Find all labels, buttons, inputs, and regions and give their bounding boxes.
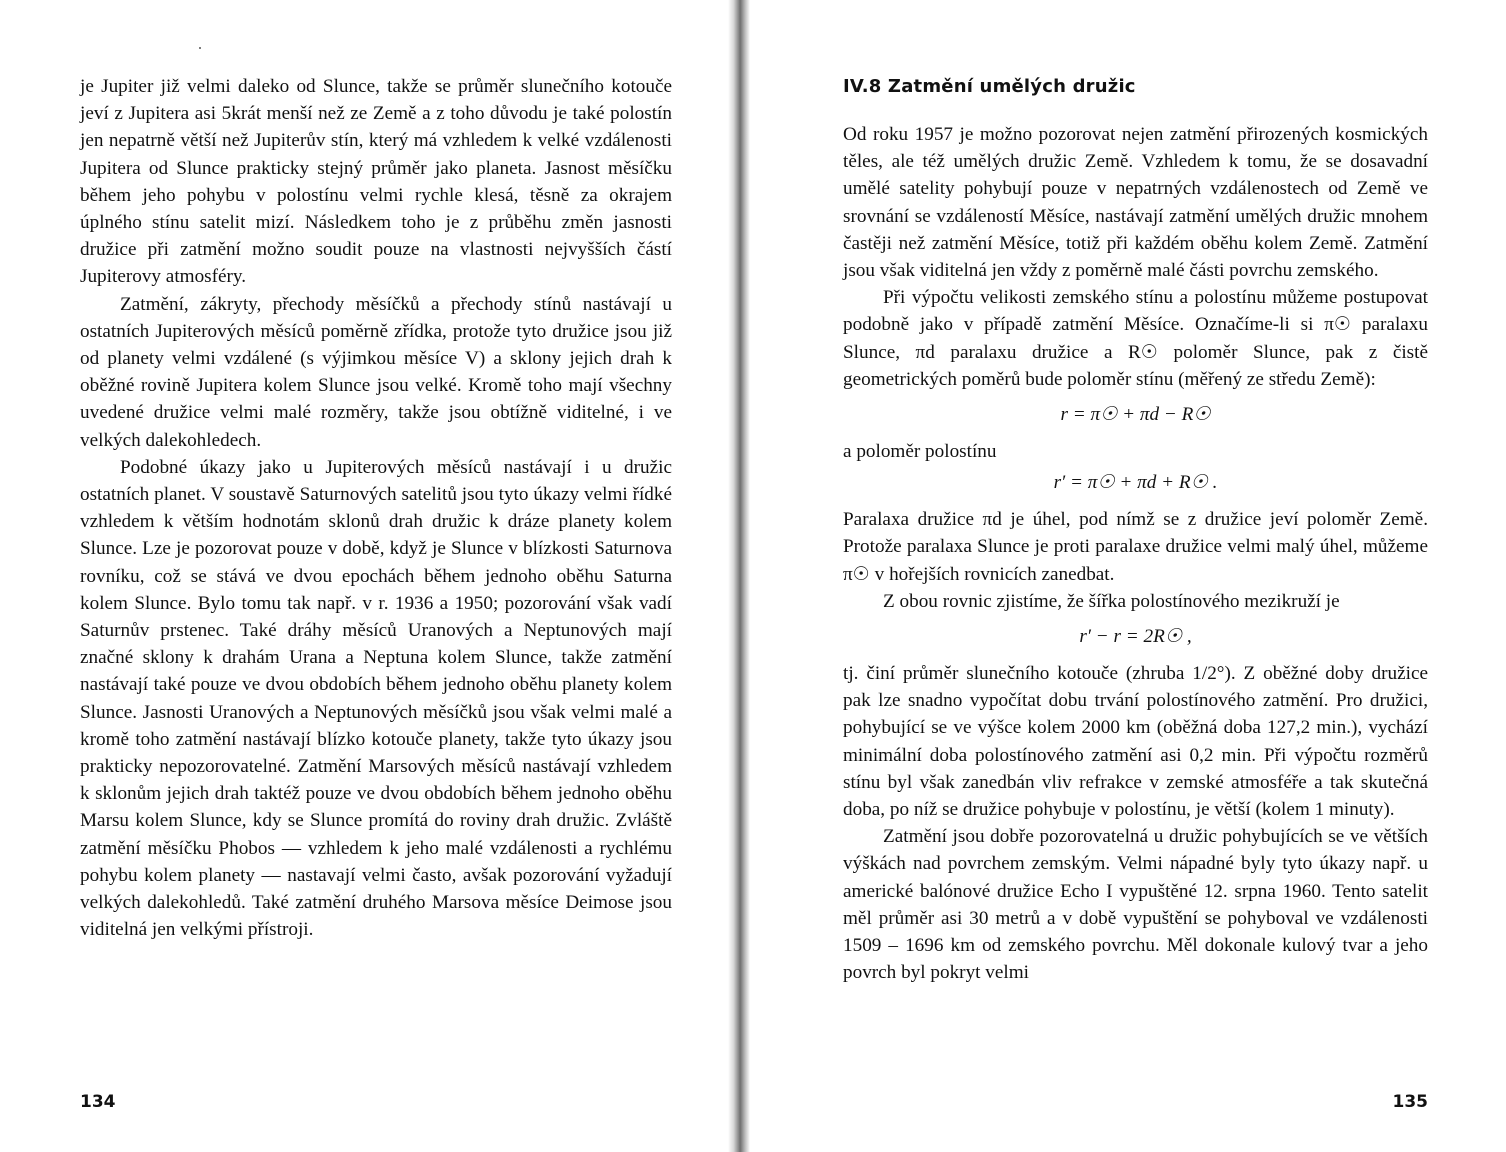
- left-page: [80, 0, 672, 1152]
- left-page-body: [80, 73, 672, 944]
- left-paragraph-1: je Jupiter již velmi daleko od Slunce, takže se průměr slunečního kotouče jeví z Jupitera asi 5krát menší než ze Země a z toho důvodu je také polostín jen nepatrně větší než Jupiterův stín, který má vzhledem k velké vzdálenosti Jupitera od Slunce prakticky stejný průměr jako planeta. Jasnost měsíčku během jeho pohybu v polostínu velmi rychle klesá, těsně za okrajem úplného stínu satelit mizí. Následkem toho je z průběhu změn jasnosti družice při zatmění možno soudit pouze na vlastnosti nejvyšších částí Jupiterovy atmosféry.: [80, 76, 672, 288]
- right-paragraph-3: Paralaxa družice πd je úhel, pod nímž se z družice jeví poloměr Země. Protože paralaxa Slunce je proti paralaxe družice velmi malý úhel, můžeme π☉ v hořejších rovnicích zanedbat.: [843, 509, 1428, 585]
- book-gutter: [728, 0, 750, 1152]
- section-heading: IV.8 Zatmění umělých družic: [843, 76, 1136, 97]
- equation-shadow-radius: r = π☉ + πd − R☉: [1060, 404, 1211, 426]
- right-page-body: [843, 121, 1428, 986]
- right-page: [843, 0, 1428, 1152]
- equation-annulus-width: r′ − r = 2R☉ ,: [1079, 626, 1192, 648]
- right-paragraph-2: Při výpočtu velikosti zemského stínu a polostínu můžeme postupovat podobně jako v případě zatmění Měsíce. Označíme-li si π☉ paralaxu Slunce, πd paralaxu družice a R☉ poloměr Slunce, pak z čistě geometrických poměrů bude poloměr stínu (měřený ze středu Země):: [843, 287, 1428, 390]
- right-paragraph-4: Z obou rovnic zjistíme, že šířka polostínového mezikruží je: [883, 590, 1340, 612]
- left-paragraph-2: Zatmění, zákryty, přechody měsíčků a přechody stínů nastávají u ostatních Jupiterových měsíců poměrně zřídka, protože tyto družice jsou již od planety velmi vzdálené (s výjimkou měsíce V) a sklony jejich drah k oběžné rovině Jupitera kolem Slunce jsou velké. Kromě toho mají všechny uvedené družice velmi malé rozměry, takže jsou obtížně viditelné, i ve velkých dalekohledech.: [80, 293, 672, 451]
- left-paragraph-3: Podobné úkazy jako u Jupiterových měsíců nastávají i u družic ostatních planet. V soustavě Saturnových satelitů jsou tyto úkazy velmi řídké vzhledem k větším hodnotám sklonů drah družic k dráze planety kolem Slunce. Lze je pozorovat pouze v době, když je Slunce v blízkosti Saturnova rovníku, což se stává ve dvou epochách během jednoho oběhu Saturna kolem Slunce. Bylo tomu tak např. v r. 1936 a 1950; pozorování však vadí Saturnův prstenec. Také dráhy měsíců Uranových a Neptunových mají značné sklony k drahám Urana a Neptuna kolem Slunce, takže zatmění nastávají také pouze ve dvou obdobích během jednoho oběhu planety kolem Slunce. Jasnosti Uranových a Neptunových měsíčků jsou však velmi malé a kromě toho zatmění nastávají blízko kotouče planety, takže tyto úkazy jsou prakticky nepozorovatelné. Zatmění Marsových měsíců nastávají vzhledem k sklonům jejich drah taktéž pouze ve dvou obdobích během jednoho oběhu Marsu kolem Slunce, kdy se Slunce promítá do roviny drah družic. Zvláště zatmění měsíčku Phobos — vzhledem k jeho malé vzdálenosti a rychlému pohybu kolem planety — nastavají velmi často, avšak pozorování vyžadují velkých dalekohledů. Také zatmění druhého Marsova měsíce Deimose jsou viditelná jen velkými přístroji.: [80, 456, 672, 941]
- equation-connector-text: a poloměr polostínu: [843, 441, 997, 463]
- page-number-left: 134: [80, 1092, 116, 1112]
- right-paragraph-5: tj. činí průměr slunečního kotouče (zhruba 1/2°). Z oběžné doby družice pak lze snadno vypočítat dobu trvání polostínového zatmění. Pro družici, pohybující se ve výšce kolem 2000 km (oběžná doba 127,2 min.), vychází minimální doba polostínového zatmění asi 0,2 min. Při výpočtu rozměrů stínu byl však zanedbán vliv refrakce v zemské atmosféře a tak skutečná doba, po níž se družice pohybuje v polostínu, je větší (kolem 1 minuty).: [843, 663, 1428, 821]
- page-number-right: 135: [1392, 1092, 1428, 1112]
- equation-penumbra-radius: r′ = π☉ + πd + R☉ .: [1053, 472, 1218, 494]
- print-speck: [199, 47, 201, 49]
- right-paragraph-1: Od roku 1957 je možno pozorovat nejen zatmění přirozených kosmických těles, ale též umělých družic Země. Vzhledem k tomu, že se dosavadní umělé satelity pohybují pouze v nepatrných vzdálenostech od Země ve srovnání se vzdáleností Měsíce, nastávají zatmění umělých družic mnohem častěji než zatmění Měsíce, totiž při každém oběhu kolem Země. Zatmění jsou však viditelná jen vždy z poměrně malé části povrchu zemského.: [843, 124, 1428, 282]
- right-paragraph-6: Zatmění jsou dobře pozorovatelná u družic pohybujících se ve větších výškách nad povrchem zemským. Velmi nápadné byly tyto úkazy např. u americké balónové družice Echo I vypuštěné 12. srpna 1960. Tento satelit měl průměr asi 30 metrů a v době vypuštění se pohyboval ve vzdálenosti 1509 – 1696 km od zemského povrchu. Měl dokonale kulový tvar a jeho povrch byl pokryt velmi: [843, 826, 1428, 984]
